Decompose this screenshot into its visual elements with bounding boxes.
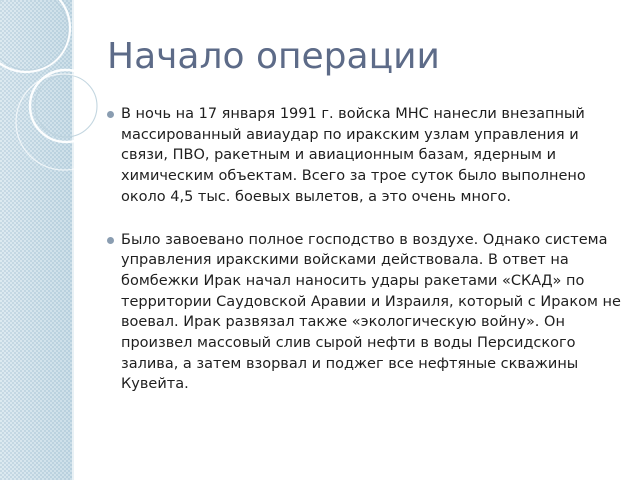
bullet-item bbox=[107, 104, 622, 208]
bullet-list bbox=[107, 104, 622, 395]
bullet-text: Было завоевано полное господство в воздухе. Однако система управления иракскими войсками действовала. В ответ на бомбежки Ирак начал наносить удары ракетами «СКАД» по территории Саудовской Аравии и Израиля, который с Ираком не воевал. Ирак развязал также «экологическую войну». Он произвел массовый слив сырой нефти в воды Персидского залива, а затем взорвал и поджег все нефтяные скважины Кувейта. bbox=[121, 231, 621, 393]
bullet-text: В ночь на 17 января 1991 г. войска МНС нанесли внезапный массированный авиаудар по иракским узлам управления и связи, ПВО, ракетным и авиационным базам, ядерным и химическим объектам. Всего за трое суток было выполнено около 4,5 тыс. боевых вылетов, а это очень много. bbox=[121, 106, 586, 205]
bullet-item bbox=[107, 230, 622, 396]
bullet-dot-icon bbox=[107, 111, 114, 118]
bullet-dot-icon bbox=[107, 237, 114, 244]
slide-title: Начало операции bbox=[107, 36, 440, 77]
decorative-rings-icon bbox=[0, 0, 100, 220]
